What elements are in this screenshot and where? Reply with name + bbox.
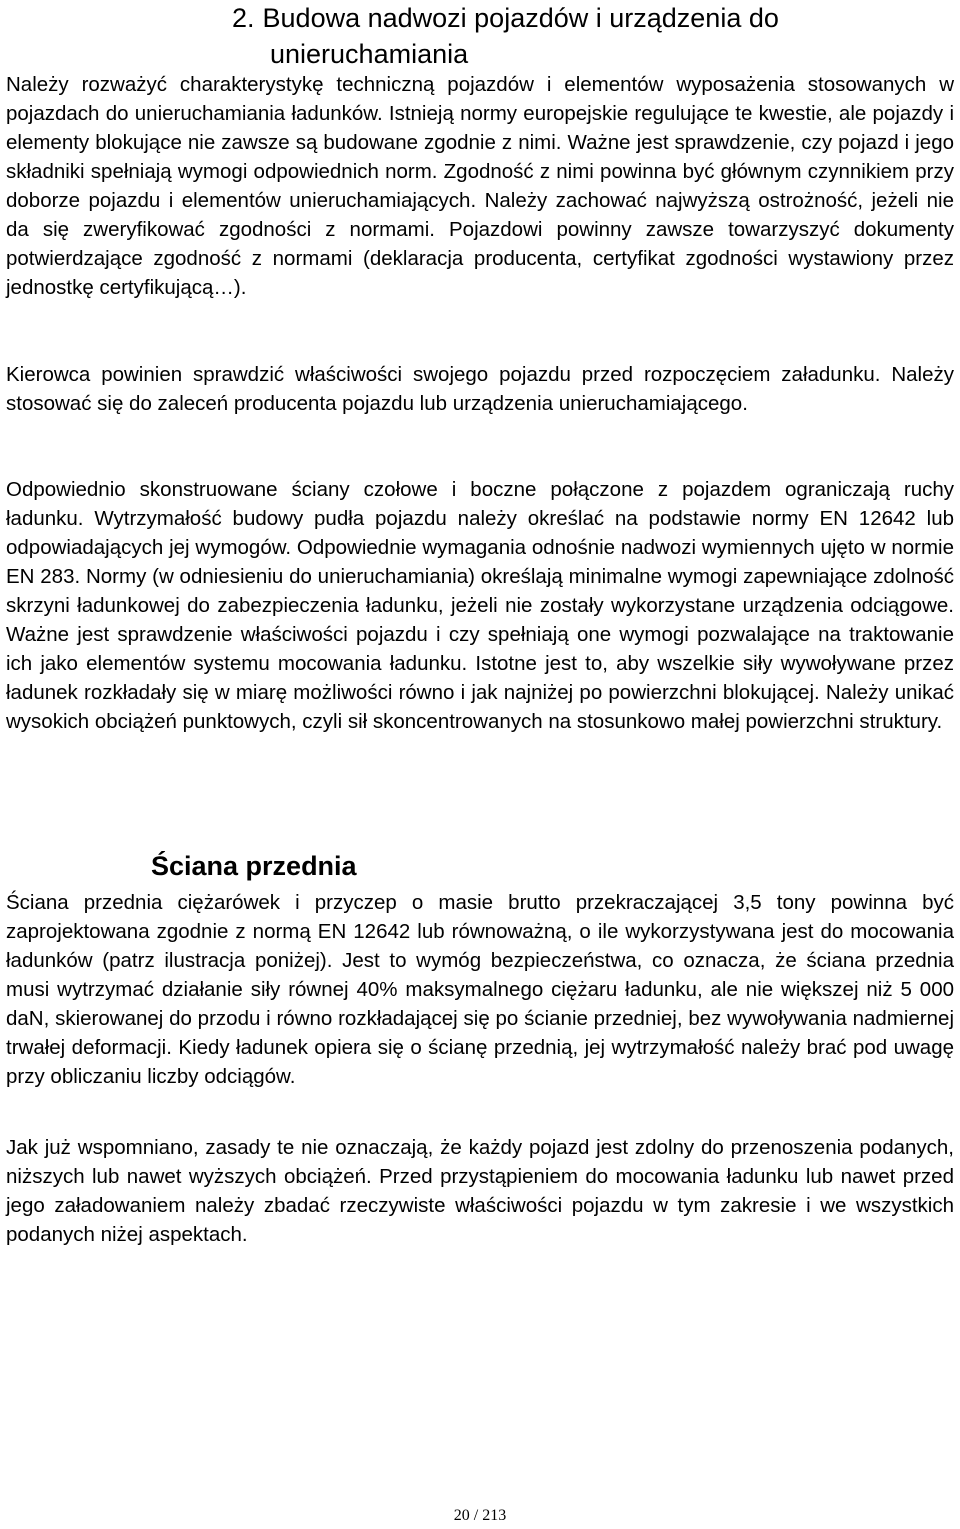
- section-number: 2.: [232, 3, 255, 33]
- page-number: 20 / 213: [453, 1507, 507, 1524]
- section-heading: [232, 0, 952, 72]
- section-title-line1: Budowa nadwozi pojazdów i urządzenia do: [262, 3, 779, 33]
- paragraph-vehicle-capacity: Jak już wspomniano, zasady te nie oznaczają, że każdy pojazd jest zdolny do przenoszenia podanych, niższych lub nawet wyższych obciążeń. Przed przystąpieniem do mocowania ładunku lub nawet przed jego załadowaniem należy zbadać rzeczywiste właściwości pojazdu w tym zakresie i we wszystkich podanych niżej aspektach.: [6, 1136, 954, 1246]
- paragraph-driver-check: Kierowca powinien sprawdzić właściwości swojego pojazdu przed rozpoczęciem załadunku. Należy stosować się do zaleceń producenta pojazdu lub urządzenia unieruchamiającego.: [6, 363, 954, 415]
- paragraph-vehicle-standards: Należy rozważyć charakterystykę techniczną pojazdów i elementów wyposażenia stosowanych w pojazdach do unieruchamiania ładunków. Istnieją normy europejskie regulujące te kwestie, ale pojazdy i elementy blokujące nie zawsze są budowane zgodnie z nimi. Ważne jest sprawdzenie, czy pojazd i jego składniki spełniają wymogi odpowiednich norm. Zgodność z nimi powinna być głównym czynnikiem przy doborze pojazdu i elementów unieruchamiających. Należy zachować najwyższą ostrożność, jeżeli nie da się zweryfikować zgodności z normami. Pojazdowi powinny zawsze towarzyszyć dokumenty potwierdzające zgodność z normami (deklaracja producenta, certyfikat zgodności wystawiony przez jednostkę certyfikującą…).: [6, 73, 954, 299]
- section-title-line2: unieruchamiania: [270, 39, 469, 69]
- paragraph-walls: Odpowiednio skonstruowane ściany czołowe i boczne połączone z pojazdem ograniczają ruchy ładunku. Wytrzymałość budowy pudła pojazdu należy określać na podstawie normy EN 12642 lub odpowiadających jej wymogów. Odpowiednie wymagania odnośnie nadwozi wymiennych ujęto w normie EN 283. Normy (w odniesieniu do unieruchamiania) określają minimalne wymogi zapewniające zdolność skrzyni ładunkowej do zabezpieczenia ładunku, jeżeli nie zostały wykorzystane urządzenia odciągowe. Ważne jest sprawdzenie właściwości pojazdu i czy spełniają one wymogi pozwalające na traktowanie ich jako elementów systemu mocowania ładunku. Istotne jest to, aby wszelkie siły wywoływane przez ładunek rozkładały się w miarę możliwości równo i jak najniżej po powierzchni blokującej. Należy unikać wysokich obciążeń punktowych, czyli sił skoncentrowanych na stosunkowo małej powierzchni struktury.: [6, 478, 954, 733]
- paragraph-front-wall: Ściana przednia ciężarówek i przyczep o masie brutto przekraczającej 3,5 tony powinna być zaprojektowana zgodnie z normą EN 12642 lub równoważną, o ile wykorzystywana jest do mocowania ładunków (patrz ilustracja poniżej). Jest to wymóg bezpieczeństwa, co oznacza, że ściana przednia musi wytrzymać działanie siły równej 40% maksymalnego ciężaru ładunku, ale nie większej niż 5 000 daN, skierowanej do przodu i równo rozkładającej się po ścianie przedniej, bez wywoływania nadmiernej trwałej deformacji. Kiedy ładunek opiera się o ścianę przednią, jej wytrzymałość należy brać pod uwagę przy obliczaniu liczby odciągów.: [6, 891, 954, 1088]
- subsection-heading: Ściana przednia: [151, 851, 357, 881]
